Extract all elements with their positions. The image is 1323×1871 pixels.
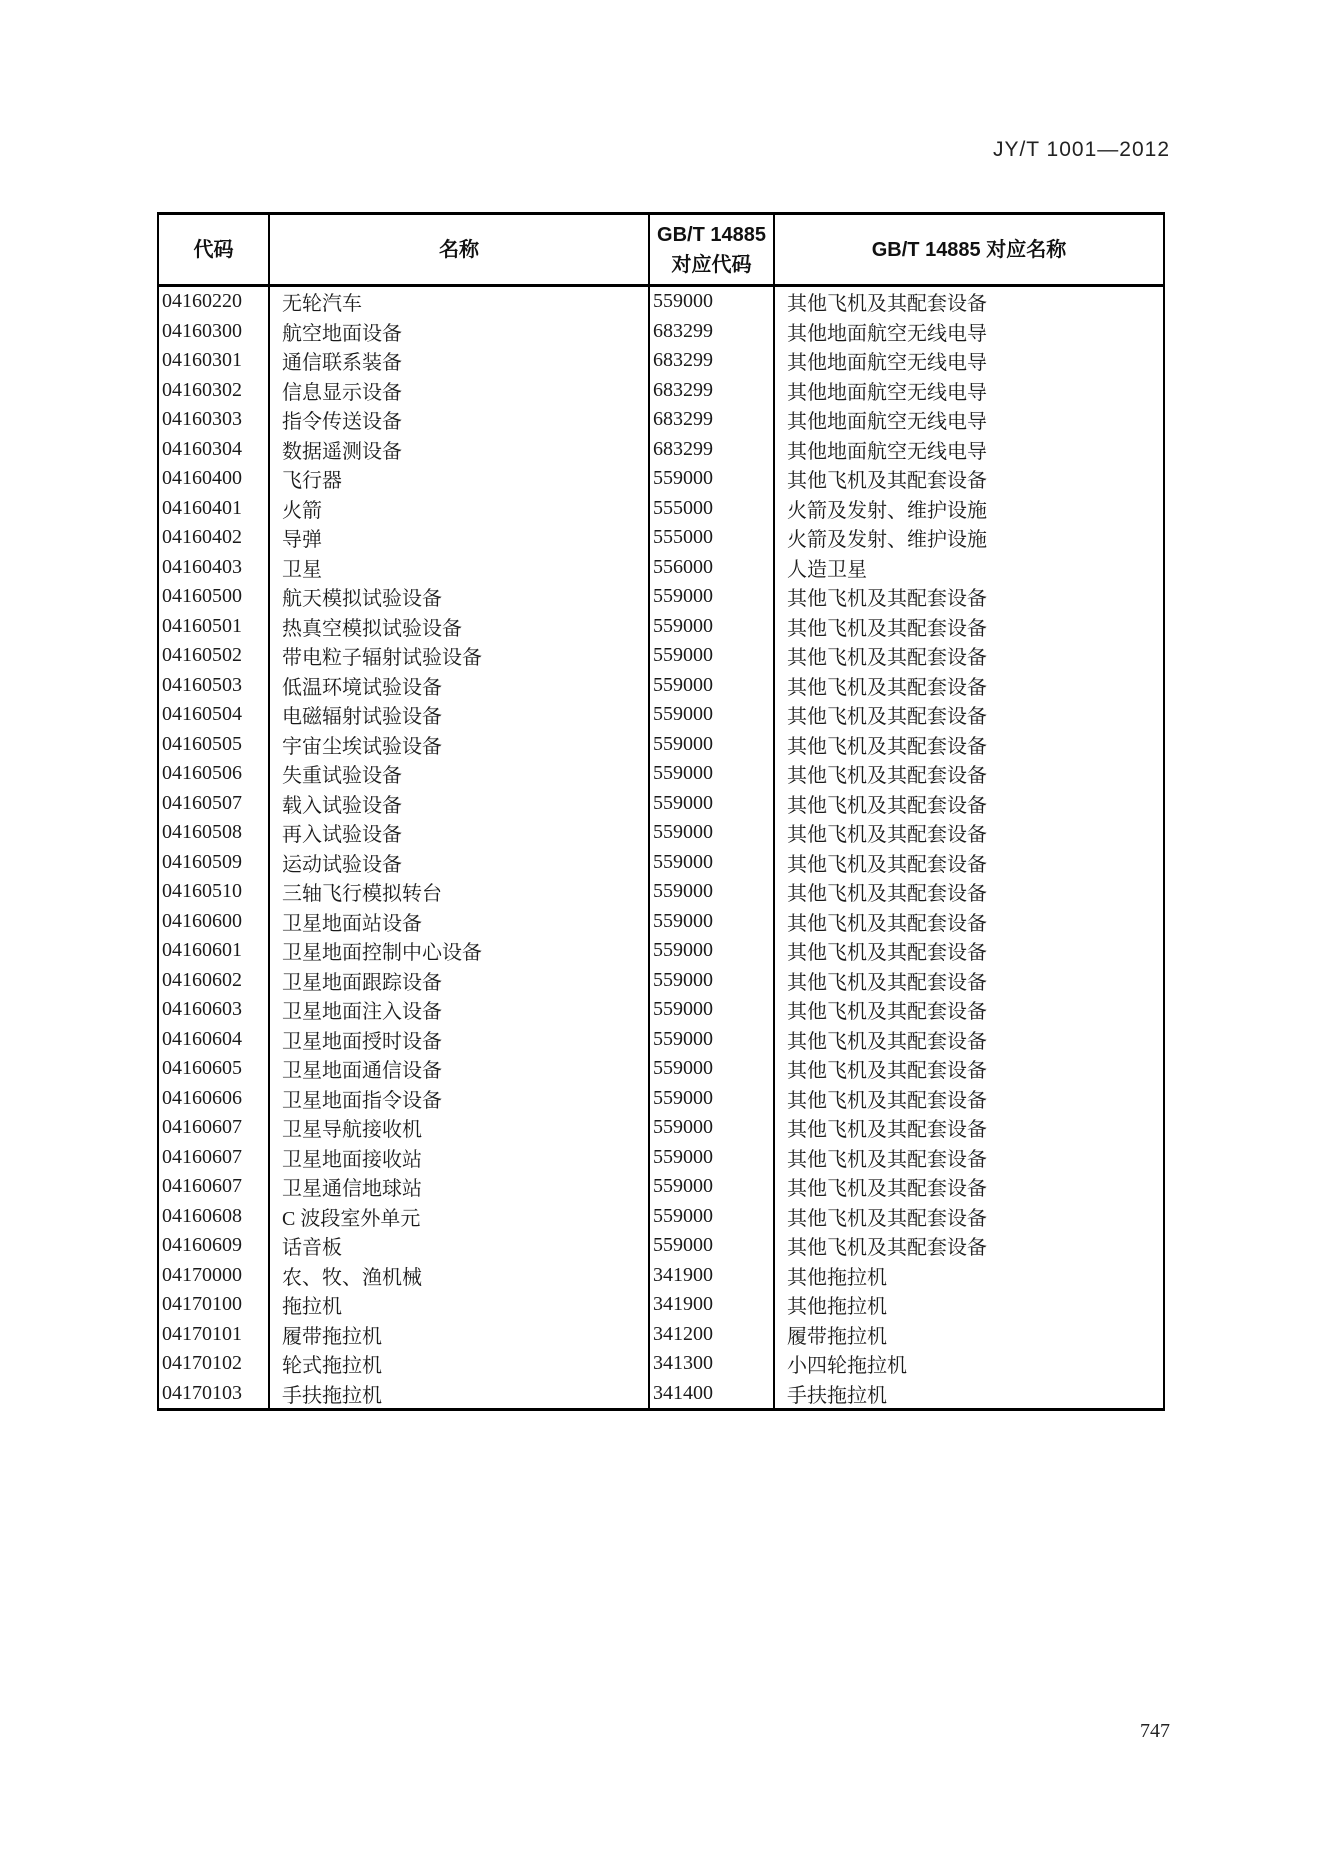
table-row [159,1202,1163,1232]
cell-gb-code: 341300 [650,1349,775,1379]
cell-gb-code: 341400 [650,1379,775,1409]
cell-gb-name: 其他飞机及其配套设备 [787,1148,987,1171]
cell-gb-code: 683299 [650,346,775,376]
header-gb-name [775,215,1163,284]
cell-name: 卫星地面跟踪设备 [270,966,650,996]
table-row [159,641,1163,671]
cell-name: 低温环境试验设备 [270,671,650,701]
cell-name: 再入试验设备 [270,818,650,848]
table-row [159,494,1163,524]
cell-code: 04160506 [159,759,270,789]
cell-name: 数据遥测设备 [270,435,650,465]
cell-code: 04160601 [159,936,270,966]
cell-gb-code: 559000 [650,1231,775,1261]
cell-code: 04160602 [159,966,270,996]
cell-gb-name: 履带拖拉机 [787,1325,887,1348]
cell-gb-name: 火箭及发射、维护设施 [787,529,987,552]
cell-name: 电磁辐射试验设备 [270,700,650,730]
cell-gb-name: 其他飞机及其配套设备 [787,912,987,935]
cell-gb-name: 其他飞机及其配套设备 [787,824,987,847]
cell-gb-code: 341900 [650,1290,775,1320]
cell-gb-code: 683299 [650,317,775,347]
cell-code: 04160502 [159,641,270,671]
table-row [159,966,1163,996]
cell-name: 卫星地面站设备 [270,907,650,937]
cell-gb-name: 其他飞机及其配套设备 [787,1178,987,1201]
cell-gb-code: 559000 [650,641,775,671]
cell-gb-code: 341900 [650,1261,775,1291]
table-row [159,848,1163,878]
cell-gb-name: 人造卫星 [787,558,867,581]
cell-name: 指令传送设备 [270,405,650,435]
cell-code: 04160608 [159,1202,270,1232]
cell-gb-code: 559000 [650,818,775,848]
cell-gb-code: 559000 [650,671,775,701]
cell-code: 04160606 [159,1084,270,1114]
cell-gb-code: 559000 [650,1025,775,1055]
cell-code: 04170103 [159,1379,270,1409]
cell-gb-code: 559000 [650,1143,775,1173]
cell-code: 04160507 [159,789,270,819]
table-row [159,789,1163,819]
cell-gb-code: 559000 [650,287,775,317]
cell-name: 卫星地面通信设备 [270,1054,650,1084]
cell-gb-name: 其他飞机及其配套设备 [787,735,987,758]
cell-name: 卫星地面注入设备 [270,995,650,1025]
header-name [270,215,650,284]
table-row [159,700,1163,730]
cell-name: 卫星地面指令设备 [270,1084,650,1114]
cell-code: 04160400 [159,464,270,494]
cell-gb-name: 其他飞机及其配套设备 [787,706,987,729]
cell-gb-code: 559000 [650,789,775,819]
cell-gb-code: 341200 [650,1320,775,1350]
cell-code: 04160607 [159,1113,270,1143]
table-row [159,730,1163,760]
cell-code: 04160509 [159,848,270,878]
cell-gb-name: 其他飞机及其配套设备 [787,853,987,876]
table-row [159,612,1163,642]
cell-name: 失重试验设备 [270,759,650,789]
table-row [159,1172,1163,1202]
cell-name: 卫星地面控制中心设备 [270,936,650,966]
cell-name: 带电粒子辐射试验设备 [270,641,650,671]
cell-gb-name: 其他飞机及其配套设备 [787,647,987,670]
table-row [159,464,1163,494]
cell-gb-name: 其他飞机及其配套设备 [787,1030,987,1053]
cell-gb-name: 其他地面航空无线电导 [787,352,987,375]
cell-code: 04170100 [159,1290,270,1320]
cell-gb-code: 559000 [650,464,775,494]
cell-gb-name: 其他飞机及其配套设备 [787,293,987,316]
cell-gb-name: 其他飞机及其配套设备 [787,588,987,611]
table-row [159,523,1163,553]
cell-code: 04160604 [159,1025,270,1055]
cell-code: 04160510 [159,877,270,907]
cell-name: 拖拉机 [270,1290,650,1320]
cell-gb-name: 其他飞机及其配套设备 [787,617,987,640]
cell-gb-name: 其他飞机及其配套设备 [787,1119,987,1142]
table-row [159,671,1163,701]
cell-code: 04160300 [159,317,270,347]
table-row [159,818,1163,848]
header-code-label: 代码 [193,238,234,261]
table-row [159,1290,1163,1320]
cell-gb-code: 683299 [650,376,775,406]
cell-gb-name: 小四轮拖拉机 [787,1355,907,1378]
table-row [159,1231,1163,1261]
cell-code: 04160605 [159,1054,270,1084]
table-row [159,995,1163,1025]
cell-name: 火箭 [270,494,650,524]
cell-code: 04160303 [159,405,270,435]
cell-code: 04160403 [159,553,270,583]
cell-gb-name: 其他飞机及其配套设备 [787,883,987,906]
cell-gb-code: 559000 [650,1084,775,1114]
cell-gb-code: 559000 [650,1202,775,1232]
cell-code: 04170102 [159,1349,270,1379]
cell-code: 04160508 [159,818,270,848]
cell-code: 04160402 [159,523,270,553]
table-row [159,936,1163,966]
cell-gb-code: 683299 [650,435,775,465]
cell-name: 热真空模拟试验设备 [270,612,650,642]
cell-gb-code: 559000 [650,995,775,1025]
table-row [159,1261,1163,1291]
cell-name: 卫星导航接收机 [270,1113,650,1143]
cell-name: 载入试验设备 [270,789,650,819]
table-row [159,1143,1163,1173]
cell-gb-code: 559000 [650,612,775,642]
cell-gb-code: 559000 [650,1113,775,1143]
header-gb-code-line2: 对应代码 [671,253,752,276]
cell-name: 航空地面设备 [270,317,650,347]
cell-gb-code: 559000 [650,1172,775,1202]
table-row [159,1320,1163,1350]
cell-name: 卫星通信地球站 [270,1172,650,1202]
cell-code: 04160302 [159,376,270,406]
table-row [159,435,1163,465]
cell-gb-name: 其他飞机及其配套设备 [787,676,987,699]
cell-code: 04160304 [159,435,270,465]
cell-code: 04160603 [159,995,270,1025]
cell-gb-name: 其他飞机及其配套设备 [787,765,987,788]
cell-gb-code: 559000 [650,759,775,789]
table-row [159,287,1163,317]
cell-code: 04160505 [159,730,270,760]
cell-name: 无轮汽车 [270,287,650,317]
cell-code: 04160607 [159,1143,270,1173]
cell-gb-name: 火箭及发射、维护设施 [787,499,987,522]
cell-name: 轮式拖拉机 [270,1349,650,1379]
cell-gb-name: 其他地面航空无线电导 [787,411,987,434]
cell-name: 信息显示设备 [270,376,650,406]
cell-gb-name: 其他飞机及其配套设备 [787,1207,987,1230]
cell-name: 通信联系装备 [270,346,650,376]
table-row [159,553,1163,583]
cell-name: 三轴飞行模拟转台 [270,877,650,907]
cell-gb-name: 其他飞机及其配套设备 [787,1237,987,1260]
cell-name: 农、牧、渔机械 [270,1261,650,1291]
cell-name: C 波段室外单元 [270,1202,650,1232]
header-gb-name-label: GB/T 14885 对应名称 [871,238,1067,261]
cell-name: 宇宙尘埃试验设备 [270,730,650,760]
cell-gb-name: 其他飞机及其配套设备 [787,794,987,817]
table-row [159,582,1163,612]
cell-code: 04160301 [159,346,270,376]
cell-code: 04170101 [159,1320,270,1350]
table-row [159,1113,1163,1143]
table-row [159,1054,1163,1084]
cell-code: 04160504 [159,700,270,730]
cell-gb-name: 其他飞机及其配套设备 [787,470,987,493]
cell-gb-code: 559000 [650,582,775,612]
cell-gb-name: 其他飞机及其配套设备 [787,971,987,994]
cell-name: 手扶拖拉机 [270,1379,650,1409]
table-header-row [159,215,1163,287]
cell-code: 04160401 [159,494,270,524]
cell-code: 04170000 [159,1261,270,1291]
table-row [159,1025,1163,1055]
cell-gb-code: 559000 [650,907,775,937]
table-row [159,405,1163,435]
standard-number-header: JY/T 1001—2012 [992,138,1170,161]
cell-code: 04160600 [159,907,270,937]
cell-gb-name: 其他飞机及其配套设备 [787,1060,987,1083]
cell-name: 卫星 [270,553,650,583]
cell-gb-code: 556000 [650,553,775,583]
table-row [159,346,1163,376]
cell-code: 04160607 [159,1172,270,1202]
table-row [159,759,1163,789]
table-body [159,287,1163,1408]
header-name-label: 名称 [439,238,479,261]
header-gb-code-line1: GB/T 14885 [657,223,766,246]
cell-gb-code: 559000 [650,730,775,760]
code-mapping-table [157,212,1165,1411]
cell-gb-code: 559000 [650,877,775,907]
cell-code: 04160609 [159,1231,270,1261]
cell-gb-code: 683299 [650,405,775,435]
cell-gb-code: 555000 [650,523,775,553]
cell-name: 导弹 [270,523,650,553]
cell-gb-code: 559000 [650,848,775,878]
table-row [159,1349,1163,1379]
cell-name: 航天模拟试验设备 [270,582,650,612]
cell-gb-name: 手扶拖拉机 [787,1384,887,1407]
table-row [159,877,1163,907]
table-row [159,317,1163,347]
cell-name: 卫星地面授时设备 [270,1025,650,1055]
cell-gb-name: 其他地面航空无线电导 [787,381,987,404]
cell-gb-name: 其他地面航空无线电导 [787,440,987,463]
table-row [159,1084,1163,1114]
cell-name: 话音板 [270,1231,650,1261]
cell-name: 卫星地面接收站 [270,1143,650,1173]
cell-gb-code: 559000 [650,1054,775,1084]
cell-code: 04160503 [159,671,270,701]
cell-gb-code: 559000 [650,936,775,966]
cell-name: 飞行器 [270,464,650,494]
cell-code: 04160500 [159,582,270,612]
cell-name: 履带拖拉机 [270,1320,650,1350]
cell-name: 运动试验设备 [270,848,650,878]
cell-gb-code: 559000 [650,700,775,730]
header-code [159,215,270,284]
cell-gb-name: 其他地面航空无线电导 [787,322,987,345]
header-gb-code [650,215,775,284]
cell-gb-name: 其他飞机及其配套设备 [787,942,987,965]
cell-gb-code: 555000 [650,494,775,524]
cell-gb-name: 其他飞机及其配套设备 [787,1001,987,1024]
cell-gb-name: 其他飞机及其配套设备 [787,1089,987,1112]
table-row [159,907,1163,937]
cell-gb-code: 559000 [650,966,775,996]
cell-code: 04160220 [159,287,270,317]
table-row [159,376,1163,406]
cell-gb-name: 其他拖拉机 [787,1296,887,1319]
cell-gb-name: 其他拖拉机 [787,1266,887,1289]
page-number: 747 [1140,1720,1170,1742]
cell-code: 04160501 [159,612,270,642]
table-row [159,1379,1163,1409]
